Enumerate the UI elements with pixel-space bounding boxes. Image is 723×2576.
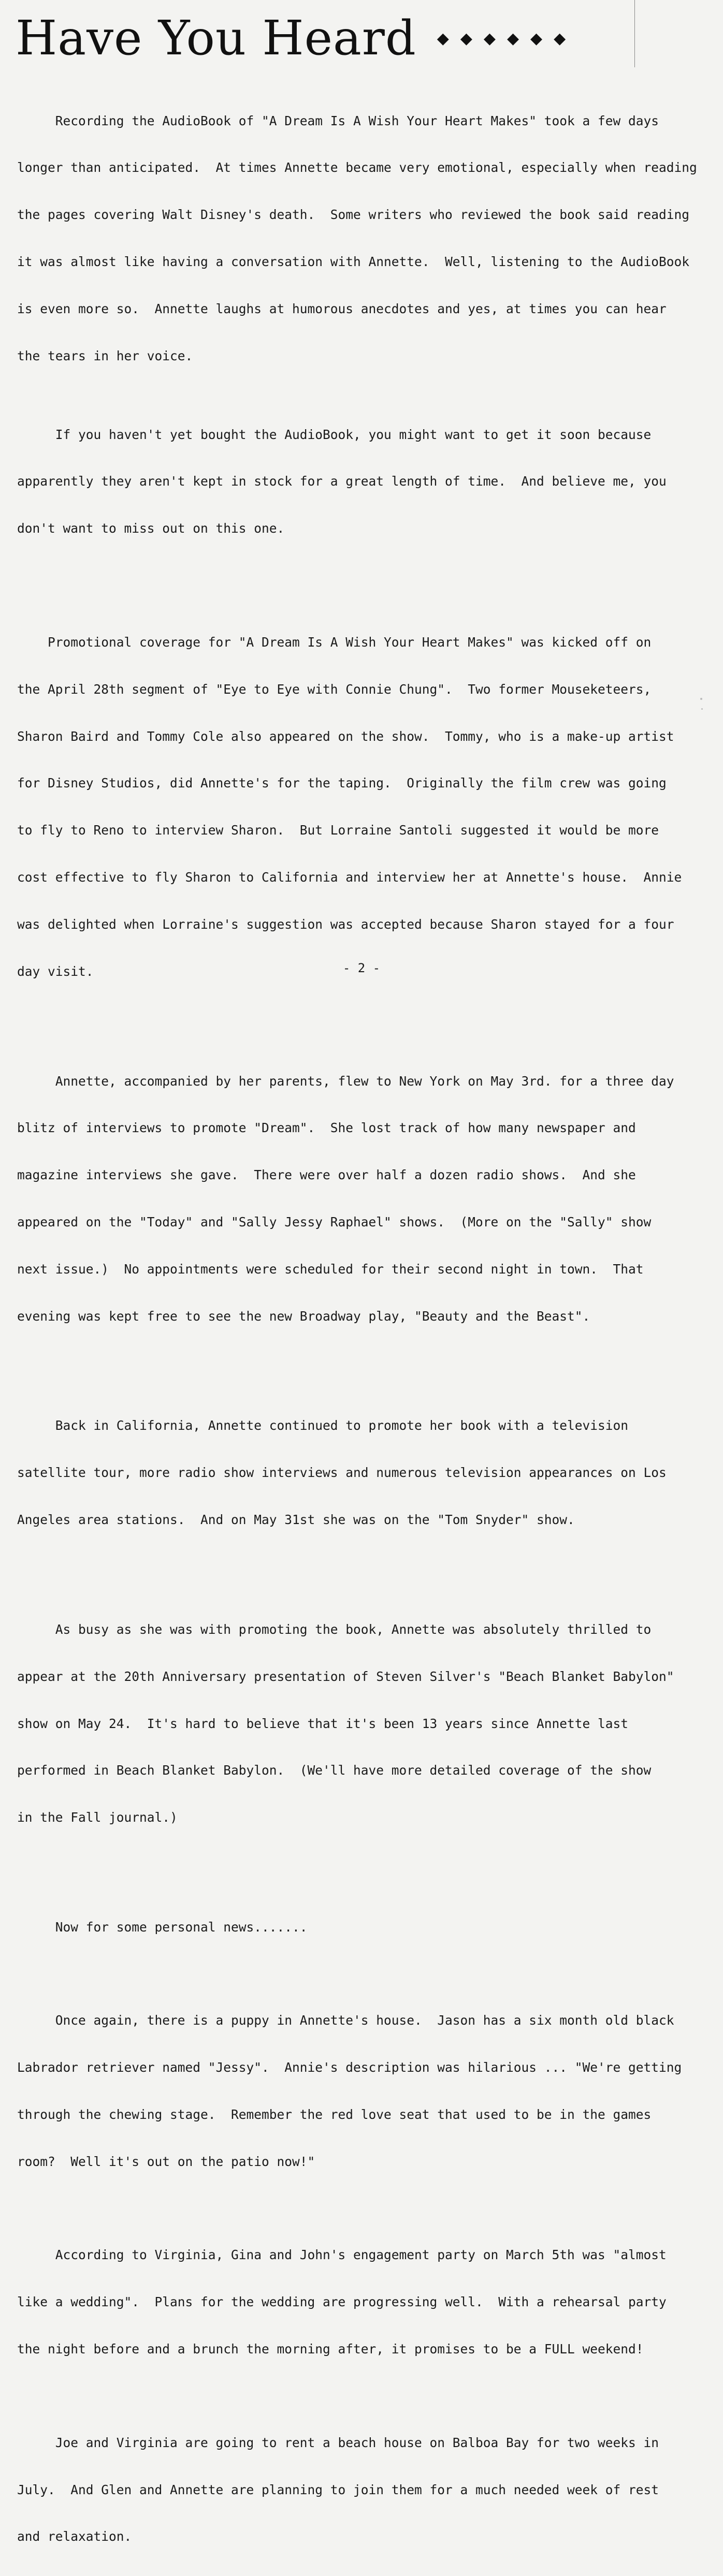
paragraph-california <box>17 1387 711 1559</box>
text-line: Back in California, Annette continued to promote her book with a television <box>17 1418 629 1433</box>
paragraph-audiobook-2 <box>17 396 711 568</box>
page-title <box>16 10 577 66</box>
text-line: If you haven't yet bought the AudioBook, you might want to get it soon because <box>17 427 652 442</box>
paragraph-new-york-trip <box>17 1042 711 1356</box>
text-line: Promotional coverage for "A Dream Is A Wish Your Heart Makes" was kicked off on <box>17 634 652 650</box>
article-body <box>17 82 711 2576</box>
text-line: next issue.) No appointments were scheduled for their second night in town. That <box>17 1262 644 1277</box>
text-line: Labrador retriever named "Jessy". Annie's description was hilarious ... "We're getting <box>17 2060 682 2075</box>
text-line: the night before and a brunch the morning after, it promises to be a FULL weekend! <box>17 2341 644 2357</box>
paragraph-personal-news <box>17 1888 711 1966</box>
margin-rule <box>634 0 635 67</box>
text-line: performed in Beach Blanket Babylon. (We'll have more detailed coverage of the show <box>17 1763 652 1778</box>
text-line: According to Virginia, Gina and John's engagement party on March 5th was "almost <box>17 2247 667 2263</box>
paragraph-promotional-coverage <box>17 603 711 1011</box>
text-line: for Disney Studios, did Annette's for the taping. Originally the film crew was going <box>17 775 667 791</box>
text-line: it was almost like having a conversation with Annette. Well, listening to the AudioBook <box>17 254 690 270</box>
text-line: is even more so. Annette laughs at humorous anecdotes and yes, at times you can hear <box>17 301 667 317</box>
text-line: room? Well it's out on the patio now!" <box>17 2154 315 2169</box>
text-line: like a wedding". Plans for the wedding are progressing well. With a rehearsal party <box>17 2294 667 2310</box>
text-line: Once again, there is a puppy in Annette's house. Jason has a six month old black <box>17 2013 674 2028</box>
text-line: cost effective to fly Sharon to California and interview her at Annette's house. Annie <box>17 870 682 885</box>
text-line: evening was kept free to see the new Broadway play, "Beauty and the Beast". <box>17 1308 590 1324</box>
text-line: appear at the 20th Anniversary presentation of Steven Silver's "Beach Blanket Babylon" <box>17 1668 674 1684</box>
text-line: blitz of interviews to promote "Dream". She lost track of how many newspaper and <box>17 1120 636 1136</box>
text-line: Now for some personal news....... <box>17 1919 308 1935</box>
paragraph-audiobook-1 <box>17 82 711 396</box>
paragraph-puppy <box>17 1982 711 2201</box>
text-line: the pages covering Walt Disney's death. Some writers who reviewed the book said reading <box>17 207 690 223</box>
print-speck <box>700 698 702 700</box>
print-speck <box>701 708 703 710</box>
text-line: As busy as she was with promoting the book, Annette was absolutely thrilled to <box>17 1621 652 1637</box>
text-line: the April 28th segment of "Eye to Eye with Connie Chung". Two former Mouseketeers, <box>17 681 652 697</box>
text-line: day visit. <box>17 964 94 979</box>
title-diamond-dots: ◆◆◆◆◆◆ <box>437 30 577 48</box>
text-line: the tears in her voice. <box>17 348 193 364</box>
text-line: Sharon Baird and Tommy Cole also appeared on the show. Tommy, who is a make-up artist <box>17 728 674 744</box>
title-text: Have You Heard <box>16 10 416 66</box>
text-line: in the Fall journal.) <box>17 1810 178 1825</box>
text-line: July. And Glen and Annette are planning to join them for a much needed week of rest <box>17 2482 659 2497</box>
paragraph-beach-blanket-babylon <box>17 1590 711 1857</box>
page-number: - 2 - <box>342 961 381 975</box>
text-line: magazine interviews she gave. There were over half a dozen radio shows. And she <box>17 1167 636 1183</box>
text-line: show on May 24. It's hard to believe that it's been 13 years since Annette last <box>17 1716 629 1731</box>
paragraph-engagement-party <box>17 2216 711 2389</box>
text-line: Joe and Virginia are going to rent a beach house on Balboa Bay for two weeks in <box>17 2435 659 2450</box>
text-line: appeared on the "Today" and "Sally Jessy Raphael" shows. (More on the "Sally" show <box>17 1214 652 1230</box>
paragraph-beach-house <box>17 2404 711 2576</box>
text-line: longer than anticipated. At times Annette became very emotional, especially when reading <box>17 160 697 175</box>
text-line: don't want to miss out on this one. <box>17 521 285 536</box>
text-line: apparently they aren't kept in stock for a great length of time. And believe me, you <box>17 474 667 489</box>
text-line: satellite tour, more radio show interviews and numerous television appearances on Los <box>17 1465 667 1481</box>
text-line: Angeles area stations. And on May 31st she was on the "Tom Snyder" show. <box>17 1512 575 1528</box>
text-line: was delighted when Lorraine's suggestion was accepted because Sharon stayed for a four <box>17 917 674 932</box>
text-line: to fly to Reno to interview Sharon. But Lorraine Santoli suggested it would be more <box>17 823 659 838</box>
text-line: Annette, accompanied by her parents, flew to New York on May 3rd. for a three day <box>17 1073 674 1089</box>
text-line: and relaxation. <box>17 2529 132 2544</box>
text-line: through the chewing stage. Remember the red love seat that used to be in the games <box>17 2107 652 2123</box>
text-line: Recording the AudioBook of "A Dream Is A Wish Your Heart Makes" took a few days <box>17 113 659 128</box>
